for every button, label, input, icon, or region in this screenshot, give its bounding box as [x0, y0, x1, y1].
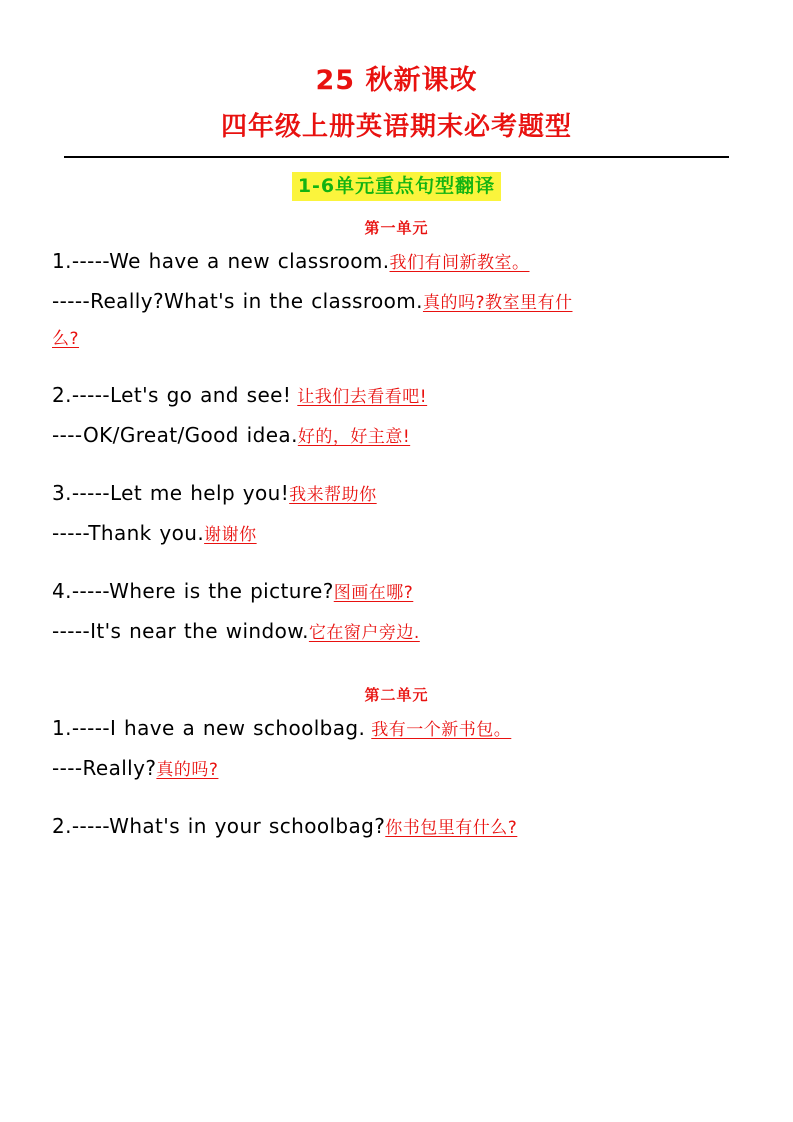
english-text: ----OK/Great/Good idea. — [52, 423, 298, 447]
chinese-translation: 好的，好主意! — [297, 427, 411, 447]
qa-line — [52, 713, 741, 745]
chinese-translation: 我来帮助你 — [289, 485, 377, 505]
qa-line — [52, 246, 741, 278]
qa-group — [52, 811, 741, 843]
qa-line — [52, 576, 741, 608]
subtitle-highlight: 1-6单元重点句型翻译 — [292, 172, 501, 201]
title-divider — [64, 156, 729, 158]
qa-line — [52, 420, 741, 452]
unit-heading-2: 第二单元 — [364, 686, 429, 704]
qa-line — [52, 753, 741, 785]
qa-group — [52, 576, 741, 648]
qa-group — [52, 478, 741, 550]
english-text: -----Thank you. — [52, 521, 205, 545]
subtitle-wrap — [52, 172, 741, 201]
qa-group — [52, 713, 741, 785]
english-text: 2.-----What's in your schoolbag? — [52, 814, 386, 838]
chinese-translation: 我有一个新书包。 — [371, 720, 512, 740]
chinese-translation: 你书包里有什么? — [385, 818, 518, 838]
english-text: ----Really? — [52, 756, 157, 780]
english-text: 4.-----Where is the picture? — [52, 579, 334, 603]
english-text: 2.-----Let's go and see! — [52, 383, 292, 407]
chinese-translation: 真的吗? — [156, 760, 219, 780]
chinese-translation: 它在窗户旁边. — [308, 623, 420, 643]
page-title-line-2: 四年级上册英语期末必考题型 — [220, 112, 572, 142]
chinese-translation: 谢谢你 — [204, 525, 257, 545]
unit-heading-1: 第一单元 — [364, 219, 429, 237]
english-text: -----It's near the window. — [52, 619, 309, 643]
qa-line — [52, 478, 741, 510]
chinese-translation: 我们有间新教室。 — [389, 253, 530, 273]
english-text: 1.-----We have a new classroom. — [52, 249, 390, 273]
qa-line — [52, 286, 741, 318]
qa-group — [52, 246, 741, 354]
qa-line — [52, 380, 741, 412]
page-title-line-1: 25 秋新课改 — [315, 65, 478, 96]
title-block — [52, 0, 741, 150]
chinese-translation: 让我们去看看吧! — [297, 387, 428, 407]
qa-group — [52, 380, 741, 452]
chinese-translation: 图画在哪? — [333, 583, 414, 603]
qa-line — [52, 616, 741, 648]
chinese-translation: 么? — [52, 329, 80, 349]
qa-line — [52, 322, 741, 354]
qa-line — [52, 811, 741, 843]
qa-line — [52, 518, 741, 550]
english-text: -----Really?What's in the classroom. — [52, 289, 423, 313]
chinese-translation: 真的吗?教室里有什 — [422, 293, 573, 313]
english-text: 3.-----Let me help you! — [52, 481, 290, 505]
english-text: 1.-----I have a new schoolbag. — [52, 716, 366, 740]
